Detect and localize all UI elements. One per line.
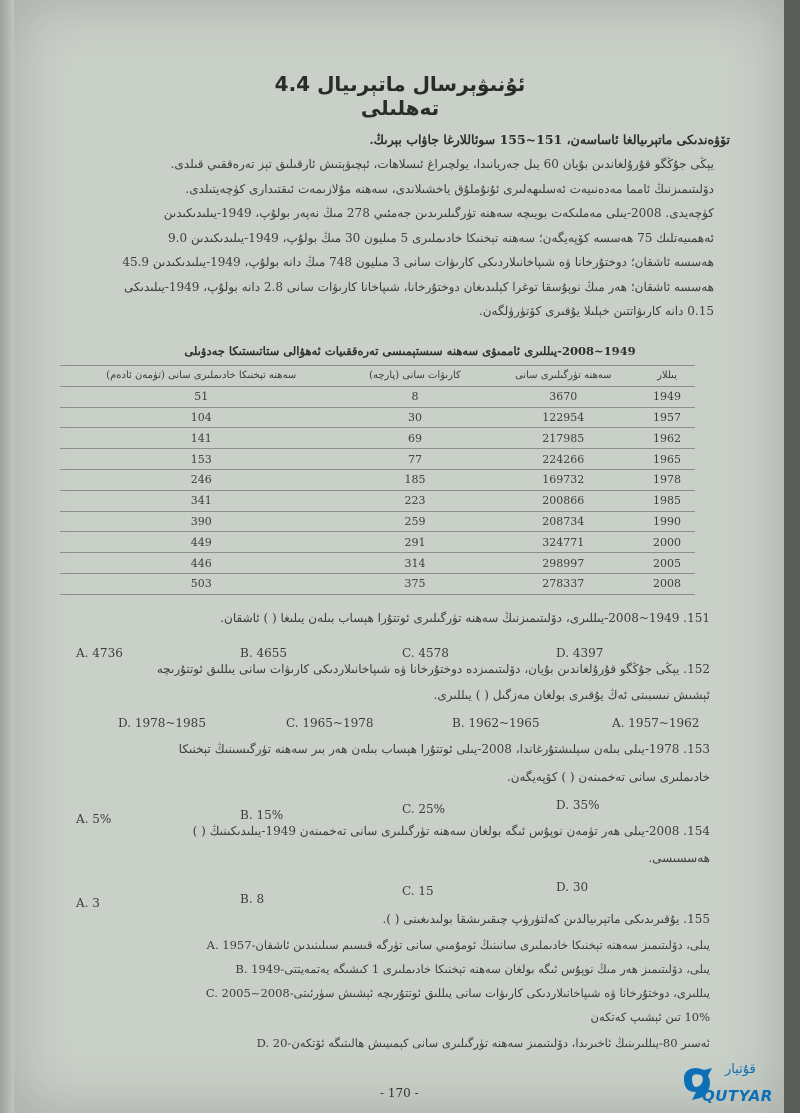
cell-venues: 298997	[487, 553, 639, 574]
table-row	[60, 449, 695, 470]
cell-beds: 8	[343, 386, 488, 407]
logo-latin-text: QUTYAR	[702, 1087, 773, 1105]
option-d: D. 4397	[556, 646, 604, 660]
intro-paragraph	[74, 152, 714, 324]
cell-technicians: 503	[60, 573, 343, 594]
table-row	[60, 511, 695, 532]
option-b: B. 1962~1965	[452, 716, 540, 730]
question-155-option-b: B. 1949-يىلى، دۆلىتىمىز ھەر مىڭ نوپۇس ئىگە بولغان سەھنە تېخنىكا خادىملىرى 1 كىشىگە يەتمەيتتى	[235, 962, 710, 976]
table-row	[60, 573, 695, 594]
cell-beds: 30	[343, 407, 488, 428]
cell-beds: 223	[343, 490, 488, 511]
page-number: - 170 -	[380, 1086, 419, 1100]
cell-technicians: 446	[60, 553, 343, 574]
table-caption: 1949~2008-يىللىرى ئاممىۋى سەھنە سىستېمىسى تەرەققىيات ئەھۋالى ستاتىستىكا جەدۋىلى	[184, 344, 636, 358]
paragraph-line: ئەھمىيەتلىك 75 ھەسسە كۆپەيگەن؛ سەھنە تېخنىكا خادىملىرى 5 مىليون 30 مىڭ بولۇپ، 1949-يىلىدىكىدىن 9.0	[168, 230, 714, 245]
option-a: A. 5%	[76, 812, 112, 826]
table-row	[60, 532, 695, 553]
table-row	[60, 428, 695, 449]
question-154-line2: ھەسسىسى.	[648, 851, 710, 865]
option-c: C. 1965~1978	[286, 716, 374, 730]
cell-technicians: 341	[60, 490, 343, 511]
question-155-stem: 155. يۇقىرىدىكى ماتېرىيالدىن كەلتۈرۈپ چىقىرىشقا بولىدىغىنى ( ).	[382, 912, 710, 926]
option-b: B. 4655	[240, 646, 287, 660]
table-row	[60, 407, 695, 428]
cell-venues: 217985	[487, 428, 639, 449]
question-153-line1: 153. 1978-يىلى بىلەن سېلىشتۇرغاندا، 2008-يىلى ئوتتۇرا ھېساب بىلەن ھەر بىر سەھنە تۈرگىسىنىڭ تېخنىكا	[178, 742, 710, 756]
col-header-year: يىللار	[639, 366, 695, 387]
cell-technicians: 449	[60, 532, 343, 553]
question-155-option-d: D. 20-ئەسىر 80-يىللىرىنىڭ ئاخىرىدا، دۆلىتىمىز سەھنە تۈرگىلىرى سانى كېمىيىش ھالىتىگە ئۆتكەن	[256, 1036, 710, 1050]
cell-technicians: 153	[60, 449, 343, 470]
option-d: D. 1978~1985	[118, 716, 206, 730]
paragraph-line: ھەسسە ئاشقان؛ دوختۇرخانا ۋە شىپاخانىلاردىكى كارىۋات سانى 3 مىليون 748 مىڭ دانە بولۇپ، 1949-يىلىدىكىدىن 45.9	[122, 255, 714, 269]
option-d: D. 35%	[556, 798, 600, 812]
cell-year: 2005	[639, 553, 695, 574]
cell-venues: 224266	[487, 449, 639, 470]
option-b: B. 15%	[240, 808, 284, 822]
table-row	[60, 469, 695, 490]
cell-year: 1990	[639, 511, 695, 532]
paragraph-line: 0.15 دانە كارىۋاتتىن خېلىلا يۇقىرى كۆتۈرۈلگەن.	[478, 304, 714, 318]
cell-technicians: 51	[60, 386, 343, 407]
cell-year: 1965	[639, 449, 695, 470]
question-152-line2: ئېشىش نىسبىتى ئەڭ يۇقىرى بولغان مەزگىل ( ) يىللىرى.	[433, 688, 710, 702]
cell-beds: 77	[343, 449, 488, 470]
cell-year: 1949	[639, 386, 695, 407]
col-header-technicians: سەھنە تېخنىكا خادىملىرى سانى (تۈمەن ئادەم)	[60, 366, 343, 387]
table-header-row	[60, 366, 695, 387]
paragraph-line: كۈچەيدى. 2008-يىلى مەملىكەت بويىچە سەھنە تۈرگىلىرىدىن جەمئىي 278 مىڭ نەپەر بولۇپ، 1949-يىلىدىكىدىن	[163, 206, 714, 220]
question-152-line1: 152. يېڭى جۇڭگو قۇرۇلغاندىن بۇيان، دۆلىتىمىزدە دوختۇرخانا ۋە شىپاخانىلاردىكى كارىۋات سانى يىللىق ئوتتۇرىچە	[156, 662, 710, 676]
cell-beds: 69	[343, 428, 488, 449]
cell-technicians: 246	[60, 469, 343, 490]
question-153-line2: خادىملىرى سانى تەخمىنەن ( ) كۆپەيگەن.	[506, 770, 710, 784]
cell-beds: 259	[343, 511, 488, 532]
question-151: 151. 1949~2008-يىللىرى، دۆلىتىمىزنىڭ سەھنە تۈرگىلىرى ئوتتۇرا ھېساب بىلەن يىلىغا ( ) ئاشقان.	[220, 611, 710, 625]
col-header-beds: كارىۋات سانى (پارچە)	[343, 366, 488, 387]
cell-venues: 200866	[487, 490, 639, 511]
cell-year: 2008	[639, 573, 695, 594]
option-a: A. 3	[76, 896, 100, 910]
cell-year: 1957	[639, 407, 695, 428]
option-c: C. 4578	[402, 646, 449, 660]
cell-venues: 169732	[487, 469, 639, 490]
option-c: C. 25%	[402, 802, 446, 816]
cell-beds: 375	[343, 573, 488, 594]
logo-native-text: قۇتيار	[725, 1062, 756, 1077]
cell-beds: 314	[343, 553, 488, 574]
statistics-table	[60, 365, 695, 595]
cell-year: 1962	[639, 428, 695, 449]
question-155-option-c-cont: 10% تىن ئېشىپ كەتكەن	[590, 1010, 710, 1024]
option-a: A. 4736	[76, 646, 123, 660]
col-header-venues: سەھنە تۈرگىلىرى سانى	[487, 366, 639, 387]
intro-heading: تۆۋەندىكى ماتېرىيالغا ئاساسەن، 151~155 سوئاللارغا جاۋاب بېرىڭ.	[369, 132, 730, 147]
paragraph-line: ھەسسە ئاشقان؛ ھەر مىڭ نوپۇسقا توغرا كېلىدىغان دوختۇرخانا، شىپاخانا كارىۋات سانى 2.8 دانە بولۇپ، 1949-يىلىدىكى	[123, 279, 714, 294]
option-d: D. 30	[556, 880, 589, 894]
paragraph-line: دۆلىتىمىزنىڭ ئامما مەدەنىيەت ئەسلىھەلىرى ئۇنۇملۇق ياخشىلاندى، سەھنە مۇلازىمەت ئىقتىدارى كۈچەيتىلدى.	[185, 181, 714, 196]
cell-venues: 324771	[487, 532, 639, 553]
table-row	[60, 386, 695, 407]
paragraph-line: يېڭى جۇڭگو قۇرۇلغاندىن بۇيان 60 يىل جەريانىدا، يولچىراغ ئىسلاھات، ئېچىۋېتىش ئارقىلىق تېز تەرەققىي قىلدى.	[170, 157, 714, 171]
table-row	[60, 490, 695, 511]
section-title: 4.4 ئۇنىۋېرسال ماتېرىيال تەھلىلى	[274, 72, 526, 120]
option-c: C. 15	[402, 884, 434, 898]
book-spine	[0, 0, 14, 1113]
cell-year: 2000	[639, 532, 695, 553]
cell-technicians: 104	[60, 407, 343, 428]
cell-technicians: 141	[60, 428, 343, 449]
cell-technicians: 390	[60, 511, 343, 532]
cell-venues: 278337	[487, 573, 639, 594]
cell-year: 1978	[639, 469, 695, 490]
question-154-line1: 154. 2008-يىلى ھەر تۈمەن نوپۇس ئىگە بولغان سەھنە تۈرگىلىرى سانى تەخمىنەن 1949-يىلىدىكىنىڭ ( )	[192, 824, 710, 838]
option-a: A. 1957~1962	[612, 716, 700, 730]
cell-year: 1985	[639, 490, 695, 511]
cell-venues: 208734	[487, 511, 639, 532]
cell-venues: 122954	[487, 407, 639, 428]
cell-beds: 185	[343, 469, 488, 490]
question-155-option-a: A. 1957-يىلى، دۆلىتىمىز سەھنە تېخنىكا خادىملىرى سانىنىڭ ئومۇمىي سانى تۈرگە قىسىم سىلىنىدىن ئاشقان	[206, 938, 710, 952]
cell-venues: 3670	[487, 386, 639, 407]
table-row	[60, 553, 695, 574]
cell-beds: 291	[343, 532, 488, 553]
question-155-option-c: C. 2005~2008-يىللىرى، دوختۇرخانا ۋە شىپاخانىلاردىكى كارىۋات سانى يىللىق ئوتتۇرىچە ئېشىش سۈرئىتى	[205, 986, 710, 1000]
option-b: B. 8	[240, 892, 265, 906]
